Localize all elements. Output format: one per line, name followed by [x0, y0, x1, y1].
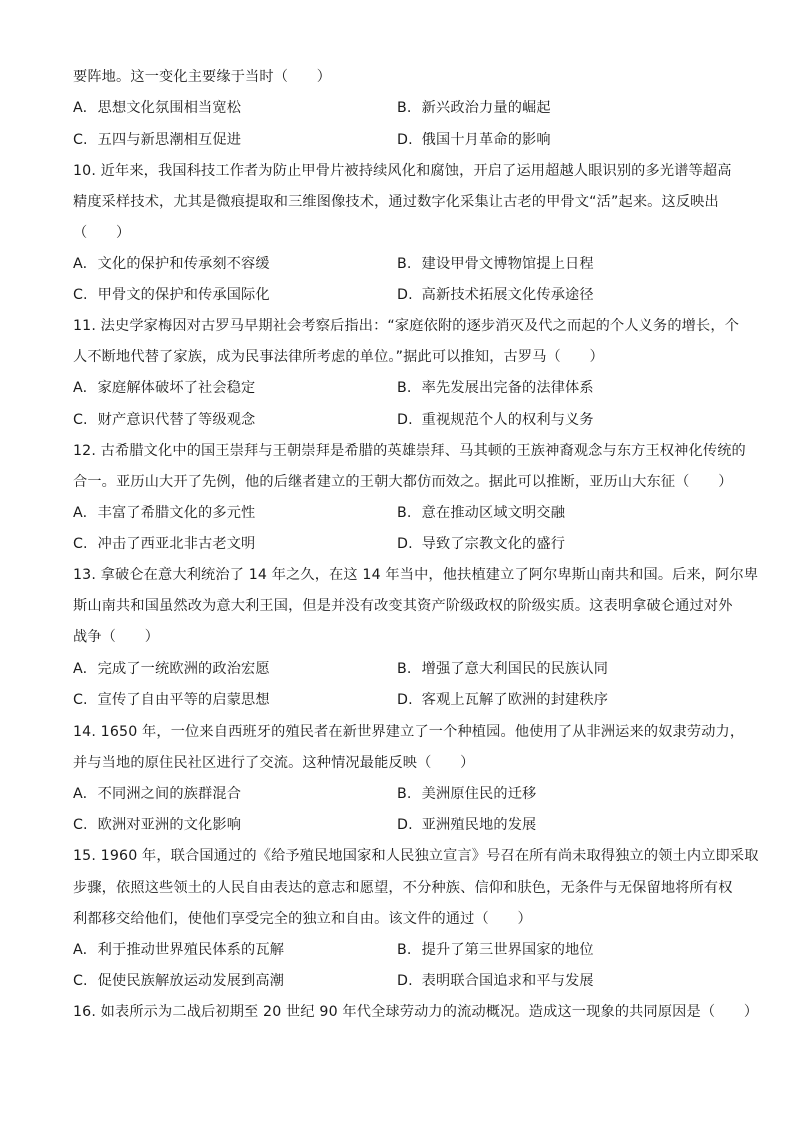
- option-text: 客观上瓦解了欧洲的封建秩序: [421, 692, 609, 708]
- option-text: 新兴政治力量的崛起: [421, 100, 551, 116]
- q13-option-d: [397, 690, 608, 710]
- q9-option-b: [397, 98, 551, 118]
- q15-line-2: 步骤，依照这些领土的人民自由表达的意志和愿望，不分种族、信仰和肤色，无条件与无保留地将所有权: [73, 880, 733, 896]
- option-letter: C.: [73, 287, 88, 303]
- option-text: 亚洲殖民地的发展: [421, 817, 537, 833]
- q14-line-2: 并与当地的原住民社区进行了交流。这种情况最能反映（ ）: [73, 755, 475, 771]
- q10-option-d: [397, 285, 594, 305]
- option-text: 俄国十月革命的影响: [421, 132, 551, 148]
- option-letter: C.: [73, 536, 88, 552]
- option-letter: D.: [397, 132, 413, 148]
- q10-line-1: 10. 近年来，我国科技工作者为防止甲骨片被持续风化和腐蚀，开启了运用超越人眼识别的多光谱等超高: [73, 163, 732, 179]
- q13-line-2: 斯山南共和国虽然改为意大利王国，但是并没有改变其资产阶级政权的阶级实质。这表明拿破仑通过对外: [73, 598, 733, 614]
- option-letter: C.: [73, 412, 88, 428]
- option-letter: D.: [397, 692, 413, 708]
- option-letter: A.: [73, 380, 88, 396]
- option-text: 甲骨文的保护和传承国际化: [97, 287, 270, 303]
- option-text: 财产意识代替了等级观念: [97, 412, 256, 428]
- q10-line-2: 精度采样技术，尤其是微痕提取和三维图像技术，通过数字化采集让古老的甲骨文“活”起来。这反映出: [73, 194, 719, 210]
- option-letter: B.: [397, 786, 412, 802]
- q12-option-a: [73, 503, 255, 523]
- option-letter: C.: [73, 692, 88, 708]
- option-letter: A.: [73, 786, 88, 802]
- q13-option-a: [73, 659, 270, 679]
- option-text: 意在推动区域文明交融: [421, 505, 566, 521]
- option-text: 美洲原住民的迁移: [421, 786, 537, 802]
- q11-option-b: [397, 378, 594, 398]
- option-text: 完成了一统欧洲的政治宏愿: [97, 661, 270, 677]
- q14-line-1: 14. 1650 年，一位来自西班牙的殖民者在新世界建立了一个种植园。他使用了从非洲运来的奴隶劳动力，: [73, 724, 745, 740]
- option-letter: A.: [73, 100, 88, 116]
- option-text: 增强了意大利国民的民族认同: [421, 661, 609, 677]
- q13-line-3: 战争（ ）: [73, 629, 160, 645]
- q11-option-c: [73, 410, 255, 430]
- q13-line-1: 13. 拿破仑在意大利统治了 14 年之久，在这 14 年当中，他扶植建立了阿尔卑斯山南共和国。后来，阿尔卑: [73, 567, 759, 583]
- q9-option-a: [73, 98, 241, 118]
- q10-line-3: （ ）: [73, 225, 131, 241]
- option-text: 利于推动世界殖民体系的瓦解: [97, 942, 285, 958]
- q10-option-a: [73, 254, 270, 274]
- option-letter: B.: [397, 661, 412, 677]
- q14-option-b: [397, 784, 536, 804]
- q12-line-2: 合一。亚历山大开了先例，他的后继者建立的王朝大都仿而效之。据此可以推断，亚历山大东征（ ）: [73, 474, 733, 490]
- option-text: 文化的保护和传承刻不容缓: [97, 256, 270, 272]
- q9-option-c: [73, 130, 241, 150]
- option-letter: B.: [397, 100, 412, 116]
- q15-option-d: [397, 971, 594, 991]
- q11-option-d: [397, 410, 594, 430]
- option-text: 冲击了西亚北非古老文明: [97, 536, 256, 552]
- q12-line-1: 12. 古希腊文化中的国王崇拜与王朝崇拜是希腊的英雄崇拜、马其顿的王族神裔观念与东方王权神化传统的: [73, 443, 746, 459]
- option-letter: C.: [73, 132, 88, 148]
- q16-line-1: 16. 如表所示为二战后初期至 20 世纪 90 年代全球劳动力的流动概况。造成这一现象的共同原因是（ ）: [73, 1004, 759, 1020]
- option-letter: A.: [73, 942, 88, 958]
- option-text: 提升了第三世界国家的地位: [421, 942, 594, 958]
- q11-option-a: [73, 378, 255, 398]
- q15-line-3: 利都移交给他们，使他们享受完全的独立和自由。该文件的通过（ ）: [73, 911, 532, 927]
- q9-tail: 要阵地。这一变化主要缘于当时（ ）: [73, 69, 332, 85]
- option-text: 五四与新思潮相互促进: [97, 132, 242, 148]
- option-letter: D.: [397, 973, 413, 989]
- option-text: 率先发展出完备的法律体系: [421, 380, 594, 396]
- option-letter: B.: [397, 380, 412, 396]
- q12-option-d: [397, 534, 565, 554]
- option-letter: A.: [73, 256, 88, 272]
- q15-option-c: [73, 971, 284, 991]
- option-letter: D.: [397, 536, 413, 552]
- option-text: 建设甲骨文博物馆提上日程: [421, 256, 594, 272]
- option-text: 思想文化氛围相当宽松: [97, 100, 242, 116]
- q12-option-b: [397, 503, 565, 523]
- q15-option-b: [397, 940, 594, 960]
- option-letter: A.: [73, 661, 88, 677]
- q12-option-c: [73, 534, 255, 554]
- option-letter: D.: [397, 817, 413, 833]
- q15-line-1: 15. 1960 年，联合国通过的《给予殖民地国家和人民独立宣言》号召在所有尚未取得独立的领土内立即采取: [73, 848, 759, 864]
- option-letter: B.: [397, 942, 412, 958]
- option-text: 欧洲对亚洲的文化影响: [97, 817, 242, 833]
- option-text: 表明联合国追求和平与发展: [421, 973, 594, 989]
- option-letter: D.: [397, 412, 413, 428]
- option-text: 丰富了希腊文化的多元性: [97, 505, 256, 521]
- q14-option-d: [397, 815, 536, 835]
- option-text: 促使民族解放运动发展到高潮: [97, 973, 285, 989]
- q10-option-b: [397, 254, 594, 274]
- option-letter: C.: [73, 817, 88, 833]
- q10-option-c: [73, 285, 270, 305]
- q15-option-a: [73, 940, 284, 960]
- option-text: 家庭解体破坏了社会稳定: [97, 380, 256, 396]
- option-letter: B.: [397, 256, 412, 272]
- option-text: 导致了宗教文化的盛行: [421, 536, 566, 552]
- q14-option-c: [73, 815, 241, 835]
- option-text: 重视规范个人的权利与义务: [421, 412, 594, 428]
- option-letter: D.: [397, 287, 413, 303]
- option-text: 不同洲之间的族群混合: [97, 786, 242, 802]
- option-text: 高新技术拓展文化传承途径: [421, 287, 594, 303]
- option-letter: A.: [73, 505, 88, 521]
- option-text: 宣传了自由平等的启蒙思想: [97, 692, 270, 708]
- q9-option-d: [397, 130, 551, 150]
- q13-option-c: [73, 690, 270, 710]
- option-letter: B.: [397, 505, 412, 521]
- q14-option-a: [73, 784, 241, 804]
- q11-line-1: 11. 法史学家梅因对古罗马早期社会考察后指出：“家庭依附的逐步消灭及代之而起的个人义务的增长，个: [73, 318, 740, 334]
- q13-option-b: [397, 659, 608, 679]
- q11-line-2: 人不断地代替了家族，成为民事法律所考虑的单位。”据此可以推知，古罗马（ ）: [73, 349, 604, 365]
- option-letter: C.: [73, 973, 88, 989]
